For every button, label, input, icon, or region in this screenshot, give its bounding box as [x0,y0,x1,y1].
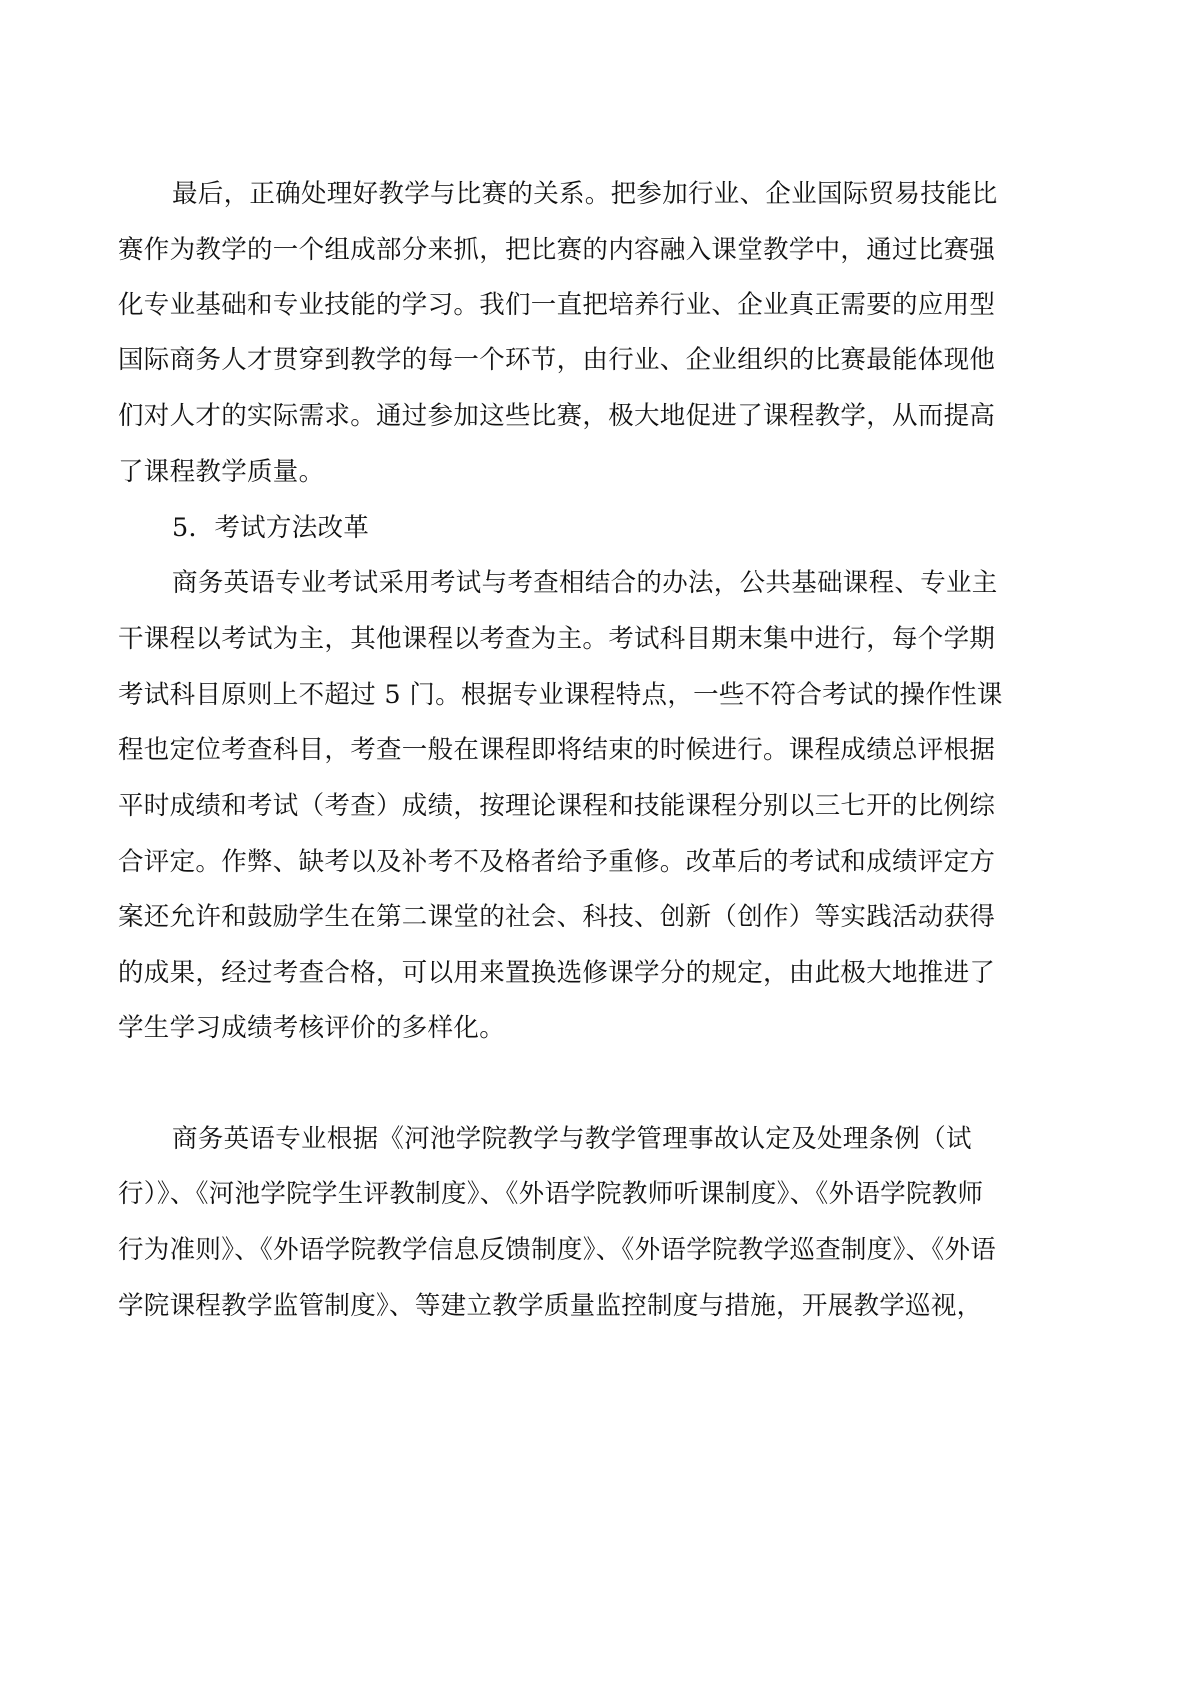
paragraph-line: 干课程以考试为主，其他课程以考查为主。考试科目期末集中进行，每个学期 [118,624,996,654]
paragraph-line: 赛作为教学的一个组成部分来抓，把比赛的内容融入课堂教学中，通过比赛强 [118,235,996,265]
paragraph-line: 学生学习成绩考核评价的多样化。 [118,1013,506,1043]
paragraph-line: 们对人才的实际需求。通过参加这些比赛，极大地促进了课程教学，从而提高 [118,401,996,431]
paragraph-line: 平时成绩和考试（考查）成绩，按理论课程和技能课程分别以三七开的比例综 [118,791,996,821]
paragraph-line: 商务英语专业根据《河池学院教学与教学管理事故认定及处理条例（试 [172,1124,972,1154]
paragraph-line: 案还允许和鼓励学生在第二课堂的社会、科技、创新（创作）等实践活动获得 [118,902,996,932]
paragraph-line: 最后，正确处理好教学与比赛的关系。把参加行业、企业国际贸易技能比 [172,179,998,209]
paragraph-line: 行为准则》、《外语学院教学信息反馈制度》、《外语学院教学巡查制度》、《外语 [118,1235,997,1265]
paragraph-line: 程也定位考查科目，考查一般在课程即将结束的时候进行。课程成绩总评根据 [118,735,996,765]
section-heading: 5．考试方法改革 [172,513,370,543]
paragraph-line: 学院课程教学监管制度》、等建立教学质量监控制度与措施，开展教学巡视， [118,1291,983,1321]
paragraph-line: 的成果，经过考查合格，可以用来置换选修课学分的规定，由此极大地推进了 [118,958,996,988]
paragraph-line: 考试科目原则上不超过 5 门。根据专业课程特点，一些不符合考试的操作性课 [118,680,1003,710]
paragraph-line: 了课程教学质量。 [118,457,325,487]
paragraph-line: 行）》、《河池学院学生评教制度》、《外语学院教师听课制度》、《外语学院教师 [118,1179,984,1209]
paragraph-line: 国际商务人才贯穿到教学的每一个环节，由行业、企业组织的比赛最能体现他 [118,345,996,375]
paragraph-line: 合评定。作弊、缺考以及补考不及格者给予重修。改革后的考试和成绩评定方 [118,847,996,877]
paragraph-line: 化专业基础和专业技能的学习。我们一直把培养行业、企业真正需要的应用型 [118,290,996,320]
paragraph-line: 商务英语专业考试采用考试与考查相结合的办法，公共基础课程、专业主 [172,568,998,598]
